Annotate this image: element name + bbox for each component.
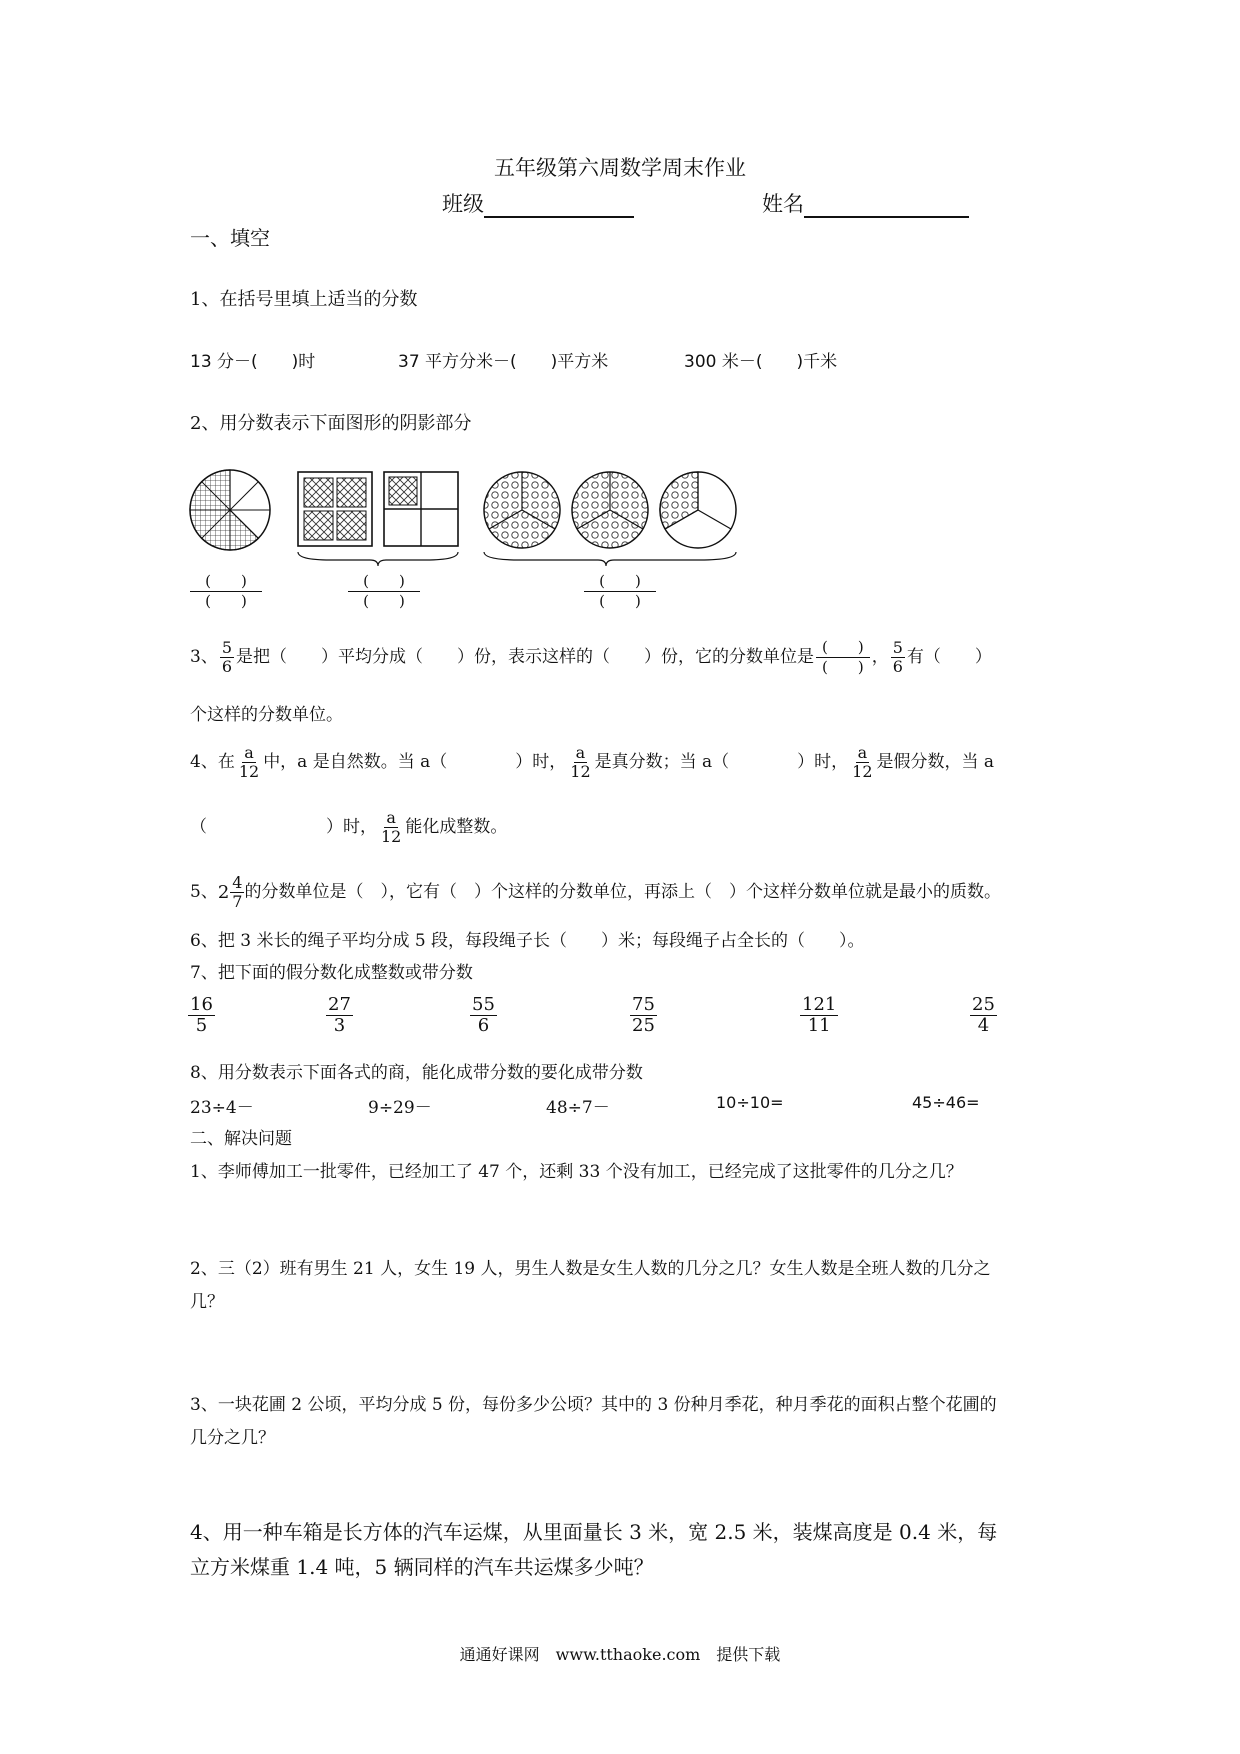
q7-fraction: $\frac{121}{11}$ [802,994,837,1036]
q2-text: 2、用分数表示下面图形的阴影部分 [190,413,472,434]
q8-item: 9÷29－ [368,1098,432,1118]
name-label: 姓名 [762,192,804,216]
problem-2-line2: 几？ [190,1292,224,1312]
q8-text: 8、用分数表示下面各式的商，能化成带分数的要化成带分数 [190,1063,643,1083]
name-input-line[interactable] [804,194,969,218]
problem-4-line1: 4、用一种车箱是长方体的汽车运煤，从里面量长 3 米，宽 2.5 米，装煤高度是 0.4 米，每 [190,1520,998,1544]
q8-item: 45÷46= [912,1093,980,1112]
problem-3-line1: 3、一块花圃 2 公顷，平均分成 5 份，每份多少公顷？其中的 3 份种月季花，种月季花的面积占整个花圃的 [190,1395,997,1415]
class-input-line[interactable] [484,194,634,218]
problem-4-line2: 立方米煤重 1.4 吨，5 辆同样的汽车共运煤多少吨？ [190,1555,654,1579]
square-quarters [298,472,458,566]
q8-item: 23÷4－ [190,1098,254,1118]
q7-fraction: $\frac{27}{3}$ [328,994,351,1036]
shaded-figures [180,460,760,620]
q7-fraction: $\frac{16}{5}$ [190,994,213,1036]
q3-line1: 3、 $\frac{5}{6}$ 是把（ ）平均分成（ ）份，表示这样的（ ）份，它的分数单位是 $\frac{( )}{( )}$ ， $\frac{5}{6}$ 有（ ） [190,638,992,676]
page-title: 五年级第六周数学周末作业 [494,156,746,180]
q7-text: 7、把下面的假分数化成整数或带分数 [190,963,473,983]
class-field[interactable] [442,188,634,218]
q8-item: 48÷7－ [546,1098,610,1118]
section2-heading: 二、解决问题 [190,1129,292,1149]
q7-fraction: $\frac{75}{25}$ [632,994,655,1036]
q2-answer-1[interactable]: $\frac{( )}{( )}$ [190,574,262,609]
problem-1: 1、李师傅加工一批零件，已经加工了 47 个，还剩 33 个没有加工，已经完成了这批零件的几分之几？ [190,1162,963,1182]
class-label: 班级 [442,192,484,216]
q4-line2: （ ）时， $\frac{a}{12}$ 能化成整数。 [190,808,508,846]
q1-text: 1、在括号里填上适当的分数 [190,289,418,310]
q2-answer-2[interactable]: $\frac{( )}{( )}$ [348,574,420,609]
q7-fraction: $\frac{55}{6}$ [472,994,495,1036]
circle-eighths [190,470,270,550]
q5-line: 5、 2 $\frac{4}{7}$ 的分数单位是（ ），它有（ ）个这样的分数单位，再添上（ ）个这样分数单位就是最小的质数。 [190,873,1001,911]
q7-fraction: $\frac{25}{4}$ [972,994,995,1036]
q2-answer-3[interactable]: $\frac{( )}{( )}$ [584,574,656,609]
problem-2-line1: 2、三（2）班有男生 21 人，女生 19 人，男生人数是女生人数的几分之几？女生人数是全班人数的几分之 [190,1259,991,1279]
q1-item: 13 分－( )时 [190,352,316,372]
q6-text: 6、把 3 米长的绳子平均分成 5 段，每段绳子长（ ）米；每段绳子占全长的（ ）。 [190,931,865,951]
q8-item: 10÷10= [716,1093,784,1112]
q4-line1: 4、在 $\frac{a}{12}$ 中，a 是自然数。当 a（ ）时， $\frac{a}{12}$ 是真分数；当 a（ ）时， $\frac{a}{12}$ 是假分数，当 a [190,743,995,781]
problem-3-line2: 几分之几？ [190,1428,275,1448]
q3-line2: 个这样的分数单位。 [190,705,343,725]
q1-item: 37 平方分米－( )平方米 [398,352,609,372]
q1-item: 300 米－( )千米 [684,352,838,372]
section1-heading: 一、填空 [190,226,270,250]
circle-thirds [484,472,736,566]
name-field[interactable] [762,188,969,218]
footer-credit: 通通好课网 www.tthaoke.com 提供下载 [459,1645,781,1664]
